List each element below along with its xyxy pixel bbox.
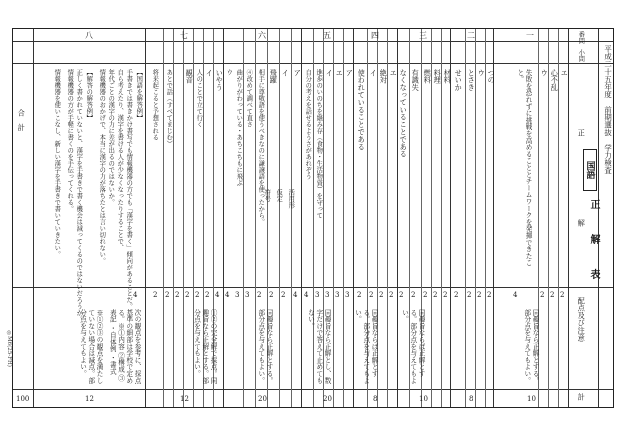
points-cell: 2: [195, 291, 200, 299]
points-cell: 2: [185, 291, 190, 299]
title-char-3: 表: [588, 269, 599, 279]
divider-qcol: [568, 29, 569, 407]
answer: エ: [335, 69, 345, 77]
points-cell: 2: [433, 291, 438, 299]
answer: エ: [389, 69, 399, 77]
grand-total-label: 合 計: [17, 109, 27, 132]
label-total: 計: [577, 393, 587, 401]
answer: イ: [205, 69, 215, 77]
divider-s5: [301, 29, 302, 407]
points-cell: 4: [304, 291, 309, 299]
points-cell: 3: [325, 291, 330, 299]
answer: 使われていることである: [357, 69, 367, 151]
points-cell: 4: [133, 291, 138, 299]
print-code: ◎M6(25-FH): [6, 330, 12, 367]
answer-sheet: [12, 28, 614, 408]
section-label-1: 一: [526, 31, 534, 40]
points-cell: 2: [487, 291, 492, 299]
section-total: 10: [527, 395, 536, 403]
points-cell: 2: [369, 291, 374, 299]
answer: 符号: [263, 189, 271, 202]
points-cell: 4: [225, 291, 230, 299]
divider-s4: [353, 29, 354, 407]
answer: ウ: [477, 69, 487, 77]
points-cell: 2: [165, 291, 170, 299]
divider-s3: [397, 29, 398, 407]
answer: 材料: [443, 69, 453, 84]
scoring-note: 同趣旨ならば正解とする。部分点を与えてもよい。: [400, 309, 425, 384]
answer: なくなっていることである: [399, 69, 409, 158]
answer: ウ: [225, 69, 233, 76]
answer: イ: [281, 69, 291, 77]
section-label-4: 四: [371, 31, 379, 40]
answer: 仮定: [275, 189, 283, 202]
answer: 心不乱: [550, 69, 560, 92]
divider-s2: [450, 29, 451, 407]
points-cell: 4: [293, 291, 298, 299]
points-cell: 2: [423, 291, 428, 299]
section-label-8: 八: [85, 31, 93, 40]
points-cell: 2: [357, 291, 362, 299]
points-cell: 2: [257, 291, 262, 299]
divider-s1: [493, 29, 494, 407]
essay-heading: 【解答の解答例】: [85, 69, 93, 121]
section-label-3: 三: [419, 31, 427, 40]
answer: 相手に尊敬語を使うべきなのに謙譲語を使ったから。: [257, 69, 265, 225]
points-cell: 2: [454, 291, 459, 299]
label-small-q: 小問: [577, 49, 585, 62]
answer: つの: [487, 69, 497, 84]
points-cell: 3: [315, 291, 320, 299]
points-cell: 3: [335, 291, 340, 299]
essay-line: 情報機器を使いこなし、新しい漢字を手書きで書いていきたい。: [53, 69, 61, 258]
points-cell: 2: [443, 291, 448, 299]
points-cell: 4: [215, 291, 220, 299]
points-cell: 2: [269, 291, 274, 299]
points-cell: 2: [153, 291, 158, 299]
title-char-1: 正: [588, 199, 599, 209]
points-cell: 2: [175, 291, 180, 299]
answer: 人のことで立て行く: [195, 69, 203, 128]
divider-header: [598, 29, 599, 407]
points-cell: 3: [345, 291, 350, 299]
answer: ④改めて調べて直さ: [245, 69, 253, 128]
answer: 曲がりがわっている・あちこちもに飛ぶ: [235, 69, 243, 186]
answer: 失敗を恐れずに挑戦を高めることとチームワークを発揮できたこと。: [515, 69, 532, 267]
answer: 飛躍: [269, 69, 279, 84]
essay-line: 自ら考えたり、漢字を書ける人が少なくなったりすることで、: [116, 69, 124, 251]
subject-title: 国語: [583, 149, 597, 191]
answer: 進歩のいのちを継み存（食物・生活物資）を守って: [315, 69, 323, 219]
answer: 観音: [185, 69, 195, 84]
answer: 有識失: [411, 69, 421, 92]
answer: 自分の考えを話せるようさがあれぞう: [304, 69, 312, 180]
section-label-5: 五: [323, 31, 331, 40]
points-cell: 2: [411, 291, 416, 299]
points-cell: 2: [399, 291, 404, 299]
points-cell: 2: [389, 291, 394, 299]
answer: 燃料: [423, 69, 433, 84]
label-answer-a: 正: [577, 129, 587, 137]
section-label-2: 二: [467, 31, 475, 40]
points-cell: 4: [513, 291, 518, 299]
scoring-note: 同趣旨なら正解とする。部分点を与えてもよい。: [522, 309, 539, 384]
exam-title: 平成二十五年度 前期選抜 学力検査: [603, 45, 613, 175]
essay-line: 手書きでは書きかけ書写でも情報機器の方でも「漢字を書く」傾向があることだ。: [125, 69, 133, 310]
answer: とさき: [467, 69, 477, 92]
answer: 料理: [433, 69, 443, 84]
essay-line: 正しく書かれていないと、漢字を手書きで書く機会は減ってくるのではないだろうか。: [75, 69, 83, 323]
grand-total-value: 100: [16, 395, 30, 403]
section-total: 8: [469, 395, 474, 403]
answer: ア: [345, 69, 355, 77]
label-answer-b: 解: [577, 219, 587, 227]
scoring-note: 同趣旨なら正解とし、数字だけで答えて止めてもない。: [306, 309, 331, 384]
divider-s8: [33, 29, 34, 407]
answer: ウ: [540, 69, 550, 77]
scoring-note: ※①②③の観点を満たしていない場合は減点。部分点を与えてもよい。: [78, 309, 103, 384]
essay-heading: 【国語を解答例】: [135, 69, 143, 121]
points-cell: 2: [467, 291, 472, 299]
points-cell: 3: [245, 291, 250, 299]
answer: 活用形: [287, 189, 295, 209]
answer: イ: [325, 69, 335, 77]
points-cell: 2: [560, 291, 565, 299]
section-label-6: 六: [258, 31, 266, 40]
essay-line: 年代ごとの漢字の力に差が出るのではないか。: [107, 69, 115, 206]
points-cell: 2: [477, 291, 482, 299]
label-question: 番問: [577, 31, 585, 44]
essay-line: 情報機器のおかげで、本当に漢字の力が落ちたとは言い切れない。: [98, 69, 106, 264]
scoring-note: 同趣旨なら正解とする。部分点を与えてもよい。: [256, 309, 273, 384]
points-cell: 2: [205, 291, 210, 299]
answer: ア: [293, 69, 303, 77]
essay-line: 情報機器の方が手軽に書くのを手伝ってくれる。: [66, 69, 74, 212]
scoring-note: ①②の完全解で採点。同趣旨なら正解とする。部分点を与えてもよい。: [192, 309, 217, 384]
section-total: 20: [323, 395, 332, 403]
answer: イ: [369, 69, 379, 77]
answer: あとで話（すべてまじむ）: [165, 69, 173, 147]
title-char-2: 解: [588, 234, 599, 244]
answer: 絶対: [379, 69, 389, 84]
section-total: 8: [373, 395, 378, 403]
answer: いやう: [215, 69, 225, 92]
scoring-note: 同趣旨ならば正解とする。部分点を与えてもよい。: [353, 309, 378, 384]
points-cell: 2: [281, 291, 286, 299]
answer: エ: [560, 69, 570, 77]
points-cell: 2: [379, 291, 384, 299]
divider-s7: [145, 29, 146, 407]
section-label-7: 七: [180, 31, 188, 40]
points-cell: 2: [540, 291, 545, 299]
section-total: 12: [180, 395, 189, 403]
points-cell: 2: [550, 291, 555, 299]
answer: 将来起こると予想される: [151, 69, 159, 141]
section-total: 12: [85, 395, 94, 403]
section-total: 20: [258, 395, 267, 403]
answer: せいか: [454, 69, 464, 92]
scoring-note: 次の観点を参考に、採点基準の細部は学校で定める。※①内容 ②構成 ③表記 ・自体例 ・書式: [108, 309, 141, 384]
section-total: 10: [419, 395, 428, 403]
label-points: 配点及び注意: [577, 297, 587, 342]
points-cell: 3: [235, 291, 240, 299]
